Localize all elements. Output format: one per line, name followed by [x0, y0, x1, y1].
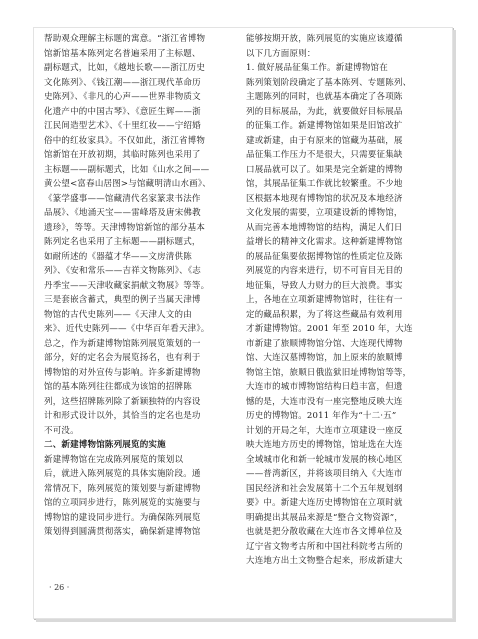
right-column-line: 从而完善本地博物馆的结构，满足人们日: [246, 222, 403, 233]
left-column-line: 江民间造型艺术》、《十里红妆——宁绍婚: [44, 121, 201, 131]
right-column-line: 定的藏品积累，为了将这些藏品有效利用: [246, 309, 403, 320]
right-column-line: 口展品就可以了。如果是完全新建的博物: [246, 164, 403, 175]
left-column-line: 计和形式设计以外，其恰当的定名也是功: [44, 411, 201, 421]
left-column-line: 馆的立项同步进行，陈列展览的实施要与: [44, 498, 201, 508]
right-column-line: ——普湾新区，并将该项目纳入《大连市: [246, 469, 403, 479]
left-column-line: 副标题式，比如，《越地长歌——浙江历史: [44, 63, 206, 73]
left-column-line: 博物馆的建设同步进行。为确保陈列展览: [44, 512, 201, 523]
right-column-line: 的展品征集要依据博物馆的性质定位及陈: [246, 251, 403, 262]
left-column-line: 帮助观众理解主标题的寓意。“浙江省博物: [44, 34, 206, 44]
right-column-line: 市新建了旅顺博物馆分馆、大连现代博物: [246, 338, 403, 349]
right-column-line: 物馆主馆，旅顺日俄监狱旧址博物馆等等，: [246, 367, 412, 378]
right-column-line: 历史的博物馆。2011 年作为“十二·五”: [246, 411, 397, 421]
right-column-line: 馆、大连汉墓博物馆，加上原来的旅顺博: [246, 353, 403, 363]
left-column-line: 《篆学盛事——馆藏清代名家篆隶书法作: [44, 193, 201, 204]
left-column-line: 丹季宝——天津收藏家捐献文物展》等等。: [44, 280, 210, 291]
left-column-line: 品展》、《地涌天宝——雷峰塔及唐宋佛教: [44, 208, 201, 218]
right-column-line: 能够按期开放，陈列展览的实施应该遵循: [246, 34, 403, 44]
right-column-line: 要》中。新建大连历史博物馆在立项时就: [246, 498, 403, 508]
left-column-line: 策划得到圆满贯彻落实，确保新建博物馆: [44, 527, 201, 537]
left-column-line: 史陈列》、《非凡的心声——世界非物质文: [44, 92, 201, 102]
right-column-line: 馆，其展品征集工作就比较繁重。不少地: [246, 179, 403, 189]
right-column-line: 辽宁省文物考古所和中国社科院考古所的: [246, 541, 403, 552]
right-column-line: 品征集工作压力不是很大，只需要征集缺: [246, 150, 403, 160]
right-column-line: 也就是把分散收藏在大连市各文博单位及: [246, 527, 403, 537]
right-column-line: 区根据本地现有博物馆的状况及本地经济: [246, 193, 403, 204]
right-column-line: 憾的是，大连市没有一座完整地反映大连: [246, 396, 403, 407]
left-text-column: [44, 32, 232, 540]
left-column-line: 俗中的红妆家具》。不仅如此，浙江省博物: [44, 135, 206, 146]
right-column-line: 地征集，导致人力财力的巨大浪费。事实: [246, 280, 403, 291]
right-column-line: 大连市的城市博物馆结构日趋丰富，但遗: [246, 382, 403, 392]
left-column-line: 遗珍》，等等。天津博物馆新馆的部分基本: [44, 222, 206, 233]
document-page: [33, 27, 453, 619]
left-column-line: 常情况下，陈列展览的策划要与新建博物: [44, 483, 201, 494]
left-column-line: 列，这些招牌陈列除了新颖独特的内容设: [44, 396, 201, 407]
left-column-line: 馆的基本陈列往往都成为该馆的招牌陈: [44, 382, 192, 392]
right-column-line: 列展览的内容来进行，切不可盲目无目的: [246, 266, 403, 276]
right-column-line: 建或新建，由于有原来的馆藏为基础，展: [246, 135, 403, 146]
right-column-line: 以下几方面原则：: [246, 48, 316, 59]
left-column-line: 馆新馆基本陈列定名普遍采用了主标题、: [44, 48, 201, 59]
left-column-line: 如耐所述的《器蕴才华——文房清供陈: [44, 251, 192, 262]
right-column-line: 的征集工作。新建博物馆如果是旧馆改扩: [246, 121, 403, 131]
right-column-line: 陈列策划阶段确定了基本陈列、专题陈列、: [246, 77, 412, 88]
right-column-line: 才新建博物馆。2001 年至 2010 年，大连: [246, 324, 413, 334]
page-number: · 26 ·: [49, 583, 70, 592]
right-column-line: 映大连地方历史的博物馆，馆址选在大连: [246, 440, 403, 450]
right-column-line: 国民经济和社会发展第十二个五年规划纲: [246, 483, 403, 494]
left-column-line: 黄公望<富春山居图>与馆藏明清山水画》、: [44, 179, 211, 189]
left-column-line: 三是套嵌含蓄式，典型的例子当属天津博: [44, 295, 201, 305]
right-column-line: 上，各地在立项新建博物馆时，往往有一: [246, 295, 403, 305]
left-column-line: 主标题——副标题式，比如《山水之间——: [44, 164, 210, 175]
left-column-line: 新建博物馆在完成陈列展览的策划以: [44, 454, 184, 465]
left-column-line: 来》、近代史陈列——《中华百年看天津》。: [44, 324, 210, 334]
left-column-line: 陈列定名也采用了主标题——副标题式，: [44, 237, 201, 247]
right-column-line: 列的目标展品，为此，就要做好目标展品: [246, 106, 403, 117]
left-column-line: 部分，好的定名会为展览扬名，也有利于: [44, 353, 201, 363]
right-column-line: 全域城市化和新一轮城市发展的核心地区: [246, 454, 403, 465]
left-column-line: 物馆的古代史陈列——《天津人文的由: [44, 309, 192, 320]
right-column-line: 1. 做好展品征集工作。新建博物馆在: [246, 63, 388, 73]
left-column-line: 博物馆的对外宣传与影响。许多新建博物: [44, 367, 201, 378]
left-column-line: 化遗产中的中国古琴》、《意匠生辉——浙: [44, 106, 201, 117]
left-column-line: 文化陈列》、《钱江潮——浙江现代革命历: [44, 77, 201, 88]
left-column-line: 二、新建博物馆陈列展览的实施: [44, 440, 166, 450]
left-column-line: 总之，作为新建博物馆陈列展览策划的一: [44, 338, 201, 349]
right-column-line: 文化发展的需要，立项建设新的博物馆，: [246, 208, 403, 218]
right-text-column: [246, 32, 434, 569]
left-column-line: 不可没。: [44, 425, 79, 436]
right-column-line: 计划的开局之年，大连市立项建设一座反: [246, 425, 403, 436]
right-column-line: 益增长的精神文化需求。这种新建博物馆: [246, 237, 403, 247]
right-column-line: 明确提出其展品来源是“整合文物资源”，: [246, 512, 403, 523]
left-column-line: 馆新馆在开放初期，其临时陈列也采用了: [44, 150, 201, 160]
left-column-line: 列》、《安和常乐——吉祥文物陈列》、《志: [44, 266, 202, 276]
left-column-line: 后，就进入陈列展览的具体实施阶段。通: [44, 469, 201, 479]
right-column-line: 主题陈列的同时，也就基本确定了各项陈: [246, 92, 403, 102]
right-column-line: 大连地方出土文物整合起来，形成新建大: [246, 556, 403, 566]
